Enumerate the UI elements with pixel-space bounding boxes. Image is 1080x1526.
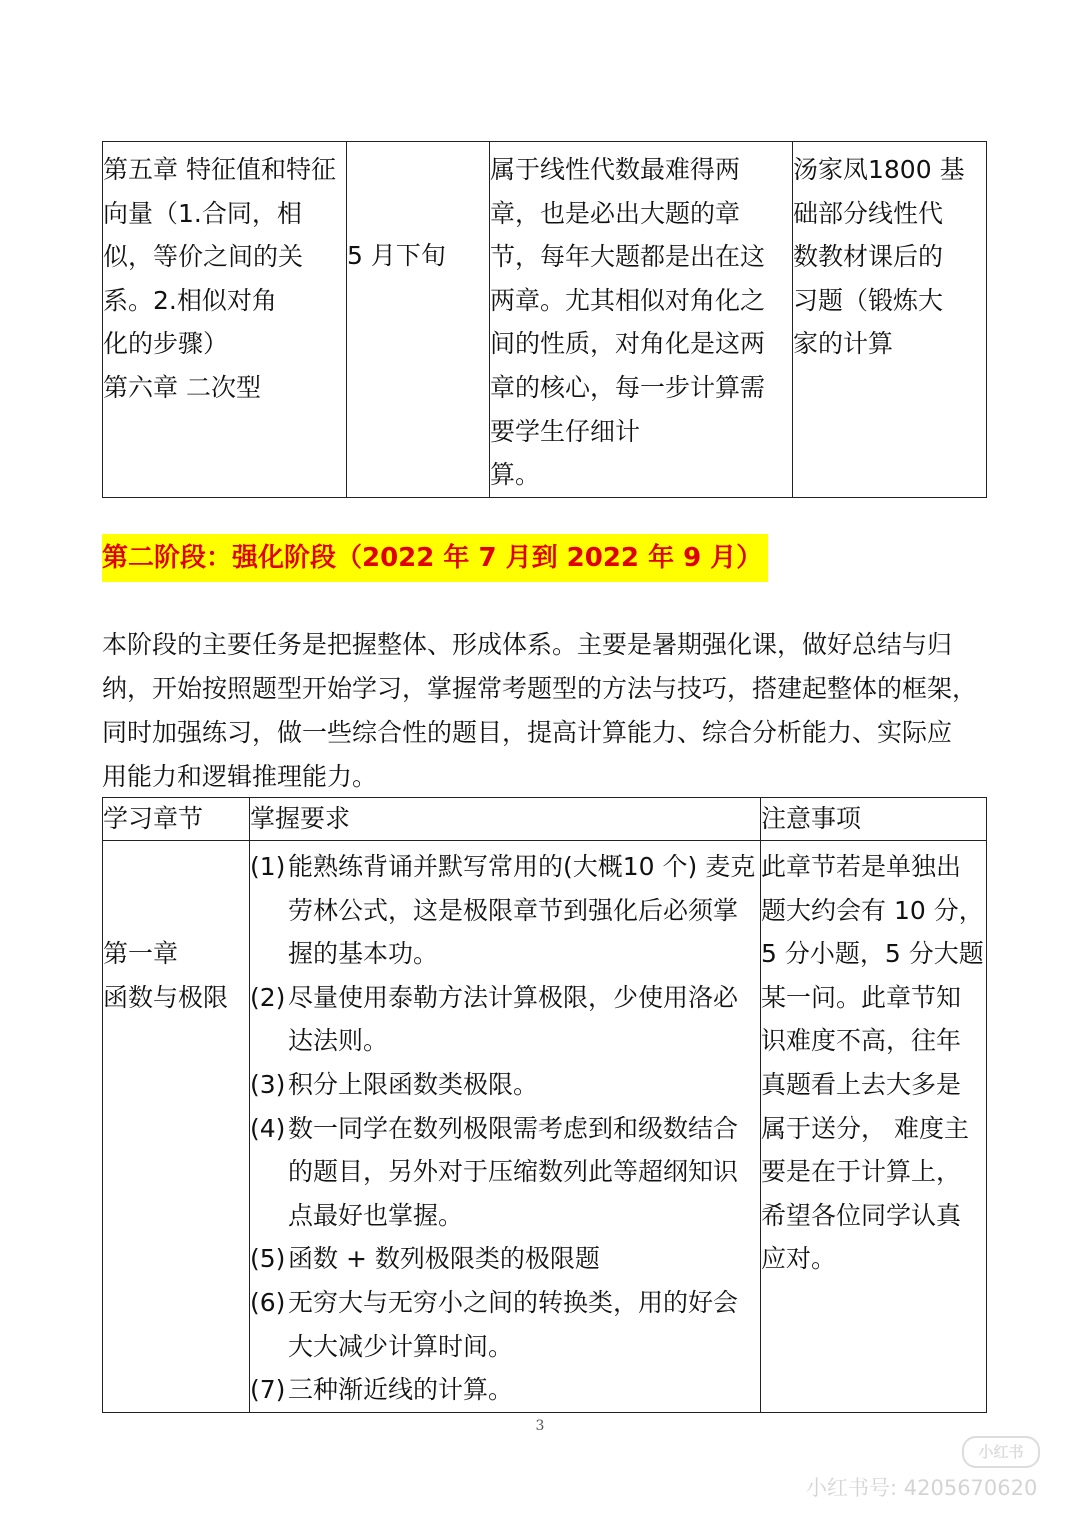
table-row [103,841,987,1413]
text-line: 希望各位同学认真 [761,1200,962,1230]
item-number: (5) [250,1244,286,1274]
text-line: 尽量使用泰勒方法计算极限，少使用洛必 [288,982,739,1012]
notes-cell [761,841,987,1413]
text-line: 同时加强练习，做一些综合性的题目，提高计算能力、综合分析能力、实际应 [102,718,953,747]
text-line: 函数 + 数列极限类的极限题 [288,1244,600,1274]
item-number: (2) [250,982,286,1012]
requirements-cell [250,841,761,1413]
item-text [288,1063,760,1107]
stage-heading: 第二阶段：强化阶段（2022 年 7 月到 2022 年 9 月） [102,534,768,582]
text-line: 间的性质，对角化是这两 [490,329,766,359]
text-line: 此章节若是单独出 [761,852,962,881]
text-line: 章的核心，每一步计算需 [490,372,766,402]
item-number: (4) [250,1113,286,1143]
text-line: 题大约会有 10 分， [761,895,984,925]
text-line: 用能力和逻辑推理能力。 [102,762,378,791]
text-line: 的题目，另外对于压缩数列此等超纲知识 [288,1157,739,1187]
item-text [288,845,760,976]
item-text [288,976,760,1063]
table-header-row [103,798,987,841]
text-line: 真题看上去大多是 [761,1069,962,1099]
item-number: (7) [250,1375,286,1405]
item-text [288,1281,760,1368]
text-line: 节，每年大题都是出在这 [490,242,766,272]
text-line: 系。2.相似对角 [103,285,277,315]
text-line: 两章。尤其相似对角化之 [490,285,766,315]
requirement-item [250,1281,760,1368]
page-number: 3 [535,1418,545,1434]
stage-description [102,623,986,799]
text-line: 第五章 特征值和特征 [103,155,336,184]
watermark-text: 小红书号: 4205670620 [806,1476,1038,1500]
header-chapter: 学习章节 [103,798,250,841]
text-line: 无穷大与无穷小之间的转换类，用的好会 [288,1287,739,1317]
text-line: 点最好也掌握。 [288,1200,464,1230]
watermark-logo: 小红书 [962,1436,1040,1468]
item-text [288,1237,760,1281]
text-line: 属于线性代数最难得两 [490,155,741,184]
text-line: 家的计算 [793,329,894,359]
requirement-item [250,976,760,1063]
text-line: 似，等价之间的关 [103,242,304,272]
text-line: 算。 [490,460,541,490]
text-line: 要学生仔细计 [490,416,641,446]
header-requirements: 掌握要求 [250,798,761,841]
table-row [103,142,987,498]
text-line: 三种渐近线的计算。 [288,1375,514,1405]
text-line: 函数与极限 [103,982,229,1012]
text-line: 化的步骤） [103,329,229,359]
text-line: 某一问。此章节知 [761,982,962,1012]
item-number: (6) [250,1287,286,1317]
text-line: 习题（锻炼大 [793,285,944,315]
requirement-item [250,1107,760,1238]
chapter-cell [103,142,347,498]
item-text [288,1368,760,1412]
text-line: 础部分线性代 [793,198,944,228]
text-line: 识难度不高，往年 [761,1026,962,1056]
text-line: 达法则。 [288,1026,389,1056]
text-line: 能熟练背诵并默写常用的(大概10 个) 麦克 [288,852,756,881]
text-line: 5 分小题，5 分大题 [761,939,984,969]
text-line: 劳林公式，这是极限章节到强化后必须掌 [288,895,739,925]
requirement-item [250,1237,760,1281]
text-line: 章，也是必出大题的章 [490,198,741,228]
chapter-table-2 [102,797,987,1413]
text-line: 本阶段的主要任务是把握整体、形成体系。主要是暑期强化课，做好总结与归 [102,630,953,659]
chapter-cell [103,841,250,1413]
text-line: 要是在于计算上， [761,1157,962,1187]
item-number: (1) [250,852,286,881]
text-line: 向量（1.合同，相 [103,198,302,228]
material-cell [793,142,987,498]
text-line: 汤家凤1800 基 [793,155,965,184]
time-text: 5 月下旬 [347,241,446,270]
text-line: 握的基本功。 [288,939,439,969]
text-line: 大大减少计算时间。 [288,1331,514,1361]
text-line: 数教材课后的 [793,242,944,272]
requirement-item [250,1063,760,1107]
text-line: 第一章 [103,939,179,968]
text-line: 属于送分， 难度主 [761,1113,969,1143]
item-number: (3) [250,1069,286,1099]
item-text [288,1107,760,1238]
requirement-item [250,1368,760,1412]
header-notes: 注意事项 [761,798,987,841]
requirement-item [250,845,760,976]
text-line: 数一同学在数列极限需考虑到和级数结合 [288,1113,739,1143]
time-cell [347,142,490,498]
notes-cell [490,142,793,498]
chapter-table-1 [102,141,987,498]
text-line: 应对。 [761,1244,837,1274]
text-line: 积分上限函数类极限。 [288,1069,539,1099]
text-line: 纳，开始按照题型开始学习，掌握常考题型的方法与技巧，搭建起整体的框架， [102,674,978,703]
text-line: 第六章 二次型 [103,372,261,402]
